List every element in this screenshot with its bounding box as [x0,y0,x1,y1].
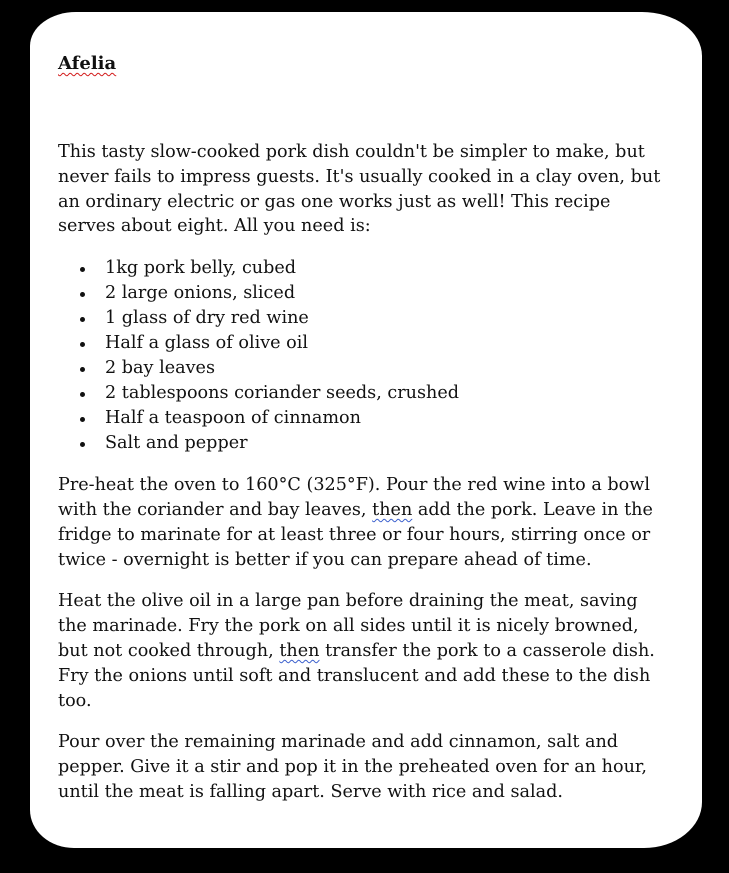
list-item: 1 glass of dry red wine [58,306,670,331]
bullet-icon [80,292,85,297]
list-item: Salt and pepper [58,431,670,456]
ingredient-list [58,256,670,456]
intro-paragraph: This tasty slow-cooked pork dish couldn't be simpler to make, but never fails to impress guests. It's usually cooked in a clay oven, but an ordinary electric or gas one works just as well! This recipe serves about eight. All you need is: [58,142,661,237]
bullet-icon [80,417,85,422]
recipe-content [58,52,670,805]
step-1-paragraph: Pre-heat the oven to 160°C (325°F). Pour the red wine into a bowl with the coriander and bay leaves, then add the pork. Leave in the fridge to marinate for at least three or four hours, stirring once or twice - overnight is better if you can prepare ahead of time. [58,475,653,570]
list-item: 2 bay leaves [58,356,670,381]
bullet-icon [80,367,85,372]
recipe-title: Afelia [58,53,117,74]
bullet-icon [80,267,85,272]
bullet-icon [80,392,85,397]
list-item: 2 large onions, sliced [58,281,670,306]
list-item: 2 tablespoons coriander seeds, crushed [58,381,670,406]
list-item: Half a teaspoon of cinnamon [58,406,670,431]
bullet-icon [80,442,85,447]
step-3-paragraph: Pour over the remaining marinade and add cinnamon, salt and pepper. Give it a stir and pop it in the preheated oven for an hour, until the meat is falling apart. Serve with rice and salad. [58,732,647,802]
bullet-icon [80,342,85,347]
step-2-paragraph: Heat the olive oil in a large pan before draining the meat, saving the marinade. Fry the pork on all sides until it is nicely browned, but not cooked through, then transfer the pork to a casserole dish. Fry the onions until soft and translucent and add these to the dish too. [58,591,655,711]
grammar-flag: then [279,640,320,661]
list-item: Half a glass of olive oil [58,331,670,356]
list-item: 1kg pork belly, cubed [58,256,670,281]
bullet-icon [80,317,85,322]
grammar-flag: then [372,499,413,520]
